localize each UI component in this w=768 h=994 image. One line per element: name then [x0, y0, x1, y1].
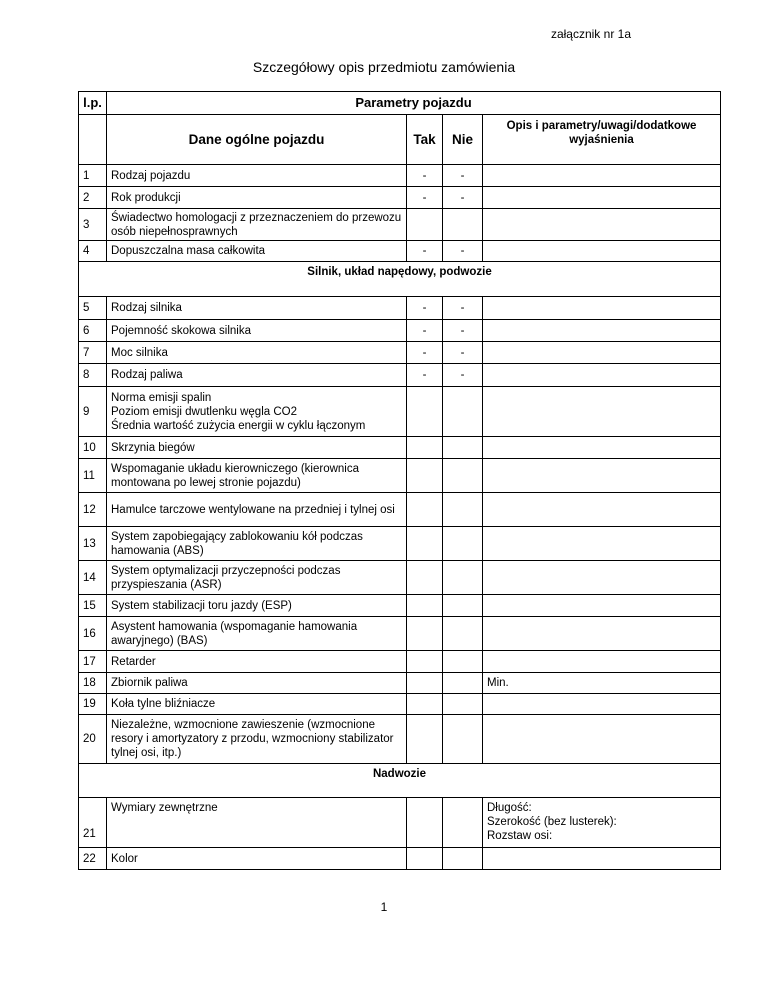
- yes-cell[interactable]: [407, 527, 443, 561]
- lp-header: l.p.: [79, 92, 107, 115]
- table-row: [79, 715, 721, 764]
- remarks-cell[interactable]: [483, 798, 721, 848]
- remarks-cell[interactable]: [483, 617, 721, 651]
- row-label: Zbiornik paliwa: [107, 673, 407, 694]
- no-cell[interactable]: [443, 459, 483, 493]
- vehicle-spec-table: [78, 91, 721, 870]
- empty-cell: [79, 115, 107, 165]
- remarks-cell[interactable]: Min.: [483, 673, 721, 694]
- no-cell[interactable]: [443, 561, 483, 595]
- remarks-cell[interactable]: [483, 527, 721, 561]
- row-number: 11: [79, 459, 107, 493]
- row-number: 17: [79, 651, 107, 673]
- row-label: Pojemność skokowa silnika: [107, 320, 407, 342]
- section-row: [79, 764, 721, 798]
- emission-norm-label: Norma emisji spalin: [111, 391, 212, 404]
- remarks-cell[interactable]: [483, 387, 721, 437]
- remarks-cell[interactable]: [483, 595, 721, 617]
- table-row: [79, 848, 721, 870]
- row-number: 21: [79, 798, 107, 848]
- yes-cell[interactable]: -: [407, 241, 443, 262]
- remarks-cell[interactable]: [483, 493, 721, 527]
- table-row: [79, 798, 721, 848]
- row-label: Rok produkcji: [107, 187, 407, 209]
- annex-label: załącznik nr 1a: [550, 27, 631, 41]
- row-label: Koła tylne bliźniacze: [107, 694, 407, 715]
- row-number: 4: [79, 241, 107, 262]
- row-label: Rodzaj pojazdu: [107, 165, 407, 187]
- table-row: [79, 561, 721, 595]
- remarks-cell[interactable]: [483, 209, 721, 241]
- table-header-row: [79, 92, 721, 115]
- row-number: 7: [79, 342, 107, 364]
- yes-cell[interactable]: [407, 617, 443, 651]
- remarks-header-line1: Opis i parametry/uwagi/dodatkowe: [506, 120, 697, 132]
- table-row: [79, 527, 721, 561]
- row-number: 16: [79, 617, 107, 651]
- length-label: Długość:: [487, 802, 532, 814]
- table-subheader-row: [79, 115, 721, 165]
- yes-cell[interactable]: [407, 459, 443, 493]
- yes-cell[interactable]: [407, 561, 443, 595]
- section-row: [79, 262, 721, 297]
- yes-cell[interactable]: -: [407, 320, 443, 342]
- table-row: [79, 320, 721, 342]
- no-cell[interactable]: [443, 387, 483, 437]
- remarks-cell[interactable]: [483, 165, 721, 187]
- no-cell[interactable]: [443, 651, 483, 673]
- table-row: [79, 694, 721, 715]
- yes-cell[interactable]: [407, 387, 443, 437]
- yes-cell[interactable]: -: [407, 364, 443, 387]
- remarks-cell[interactable]: [483, 651, 721, 673]
- no-cell[interactable]: -: [443, 320, 483, 342]
- row-label: Świadectwo homologacji z przeznaczeniem do przewozu osób niepełnosprawnych: [107, 209, 407, 241]
- no-cell[interactable]: -: [443, 364, 483, 387]
- no-cell[interactable]: [443, 673, 483, 694]
- remarks-cell[interactable]: [483, 694, 721, 715]
- row-number: 2: [79, 187, 107, 209]
- row-label: Wspomaganie układu kierowniczego (kierownica montowana po lewej stronie pojazdu): [107, 459, 407, 493]
- row-number: 6: [79, 320, 107, 342]
- yes-cell[interactable]: [407, 437, 443, 459]
- section-body-title: Nadwozie: [79, 764, 721, 798]
- remarks-cell[interactable]: [483, 297, 721, 320]
- remarks-cell[interactable]: [483, 848, 721, 870]
- table-row: [79, 364, 721, 387]
- no-cell[interactable]: [443, 694, 483, 715]
- yes-cell[interactable]: [407, 694, 443, 715]
- row-number: 15: [79, 595, 107, 617]
- table-row: [79, 617, 721, 651]
- row-number: 18: [79, 673, 107, 694]
- yes-cell[interactable]: [407, 595, 443, 617]
- table-row: [79, 459, 721, 493]
- row-label: Skrzynia biegów: [107, 437, 407, 459]
- row-number: 13: [79, 527, 107, 561]
- remarks-cell[interactable]: [483, 187, 721, 209]
- co2-emission-label: Poziom emisji dwutlenku węgla CO2: [111, 405, 297, 418]
- yes-cell[interactable]: [407, 493, 443, 527]
- row-number: 3: [79, 209, 107, 241]
- yes-cell[interactable]: [407, 209, 443, 241]
- section-engine-title: Silnik, układ napędowy, podwozie: [79, 262, 721, 297]
- table-row: [79, 297, 721, 320]
- no-cell[interactable]: -: [443, 297, 483, 320]
- table-row: [79, 187, 721, 209]
- remarks-cell[interactable]: [483, 437, 721, 459]
- row-number: 9: [79, 387, 107, 437]
- row-number: 22: [79, 848, 107, 870]
- remarks-cell[interactable]: [483, 715, 721, 764]
- remarks-cell[interactable]: [483, 561, 721, 595]
- width-label: Szerokość (bez lusterek):: [487, 816, 617, 828]
- row-number: 1: [79, 165, 107, 187]
- row-label: System stabilizacji toru jazdy (ESP): [107, 595, 407, 617]
- row-label: Niezależne, wzmocnione zawieszenie (wzmocnione resory i amortyzatory z przodu, wzmocniony stabilizator tylnej osi, itp.): [107, 715, 407, 764]
- no-cell[interactable]: [443, 798, 483, 848]
- row-label: Retarder: [107, 651, 407, 673]
- row-number: 14: [79, 561, 107, 595]
- yes-cell[interactable]: [407, 798, 443, 848]
- no-cell[interactable]: -: [443, 187, 483, 209]
- row-number: 10: [79, 437, 107, 459]
- no-cell[interactable]: [443, 437, 483, 459]
- remarks-cell[interactable]: [483, 364, 721, 387]
- row-label: Dopuszczalna masa całkowita: [107, 241, 407, 262]
- parameters-header: Parametry pojazdu: [107, 92, 721, 115]
- general-data-header: Dane ogólne pojazdu: [107, 115, 407, 165]
- table-row: [79, 165, 721, 187]
- remarks-cell[interactable]: [483, 241, 721, 262]
- row-number: 19: [79, 694, 107, 715]
- row-label: System zapobiegający zablokowaniu kół podczas hamowania (ABS): [107, 527, 407, 561]
- wheelbase-label: Rozstaw osi:: [487, 830, 553, 842]
- no-cell[interactable]: [443, 493, 483, 527]
- yes-cell[interactable]: -: [407, 342, 443, 364]
- row-number: 12: [79, 493, 107, 527]
- energy-consumption-label: Średnia wartość zużycia energii w cyklu łączonym: [111, 419, 366, 432]
- no-cell[interactable]: [443, 715, 483, 764]
- table-row: [79, 241, 721, 262]
- remarks-cell[interactable]: [483, 320, 721, 342]
- row-label: Rodzaj paliwa: [107, 364, 407, 387]
- no-cell[interactable]: [443, 595, 483, 617]
- no-cell[interactable]: [443, 527, 483, 561]
- remarks-cell[interactable]: [483, 459, 721, 493]
- no-cell[interactable]: -: [443, 342, 483, 364]
- yes-cell[interactable]: -: [407, 165, 443, 187]
- remarks-header: [483, 115, 721, 165]
- row-label: Wymiary zewnętrzne: [107, 798, 407, 848]
- no-cell[interactable]: -: [443, 165, 483, 187]
- yes-cell[interactable]: [407, 848, 443, 870]
- row-label: Kolor: [107, 848, 407, 870]
- yes-cell[interactable]: [407, 715, 443, 764]
- table-row: [79, 595, 721, 617]
- no-cell[interactable]: -: [443, 241, 483, 262]
- no-cell[interactable]: [443, 617, 483, 651]
- no-cell[interactable]: [443, 848, 483, 870]
- yes-cell[interactable]: [407, 651, 443, 673]
- row-number: 8: [79, 364, 107, 387]
- row-label: Rodzaj silnika: [107, 297, 407, 320]
- document-title: Szczegółowy opis przedmiotu zamówienia: [252, 59, 516, 75]
- row-number: 5: [79, 297, 107, 320]
- table-row: [79, 437, 721, 459]
- row-label: Hamulce tarczowe wentylowane na przedniej i tylnej osi: [107, 493, 407, 527]
- yes-cell[interactable]: -: [407, 187, 443, 209]
- row-label: [107, 387, 407, 437]
- table-row: [79, 493, 721, 527]
- remarks-cell[interactable]: [483, 342, 721, 364]
- remarks-header-line2: wyjaśnienia: [569, 134, 634, 146]
- yes-cell[interactable]: [407, 673, 443, 694]
- no-header: Nie: [443, 115, 483, 165]
- row-label: System optymalizacji przyczepności podczas przyspieszania (ASR): [107, 561, 407, 595]
- row-label: Moc silnika: [107, 342, 407, 364]
- page-number: 1: [380, 900, 388, 914]
- table-row: [79, 209, 721, 241]
- row-label: Asystent hamowania (wspomaganie hamowania awaryjnego) (BAS): [107, 617, 407, 651]
- table-row: [79, 673, 721, 694]
- table-row: [79, 651, 721, 673]
- table-row: [79, 387, 721, 437]
- yes-header: Tak: [407, 115, 443, 165]
- row-number: 20: [79, 715, 107, 764]
- no-cell[interactable]: [443, 209, 483, 241]
- yes-cell[interactable]: -: [407, 297, 443, 320]
- table-row: [79, 342, 721, 364]
